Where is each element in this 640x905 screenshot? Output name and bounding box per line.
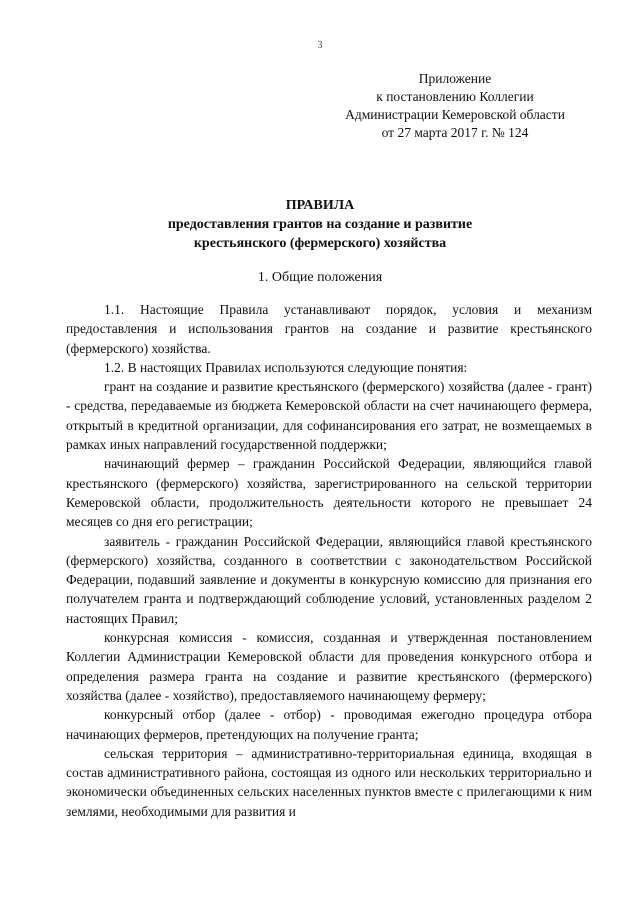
definition-rural-territory: сельская территория – административно-территориальная единица, входящая в состав административного района, состоящая из одного или нескольких территориально и экономически объединенных сельских населенных пунктов вместе с прилегающими к ним землями, необходимыми для развития и — [66, 745, 592, 819]
definition-novice-farmer: начинающий фермер – гражданин Российской Федерации, являющийся главой крестьянского (фермерского) хозяйства, зарегистрированного на сельской территории Кемеровской области, продолжительность деятельности которого не превышает 24 месяцев со дня его регистрации; — [66, 456, 592, 530]
page-number: 3 — [317, 40, 323, 51]
appendix-block — [330, 70, 580, 142]
definition-competition-commission: конкурсная комиссия - комиссия, созданная и утвержденная постановлением Коллегии Администрации Кемеровской области для проведения конкурсного отбора и определения размера гранта на создание и развитие крестьянского (фермерского) хозяйства (далее - хозяйство), предоставляемого начинающему фермеру; — [66, 630, 592, 703]
section-heading: 1. Общие положения — [257, 270, 383, 285]
appendix-line-2: к постановлению Коллегии — [376, 89, 534, 104]
definition-grant: грант на создание и развитие крестьянского (фермерского) хозяйства (далее - грант) - средства, передаваемые из бюджета Кемеровской области на счет начинающего фермера, открытый в кредитной организации, для софинансирования его затрат, не возмещаемых в рамках иных направлений государственной поддержки; — [66, 379, 592, 453]
title-main: ПРАВИЛА — [285, 198, 355, 213]
definition-applicant: заявитель - гражданин Российской Федерации, являющийся главой крестьянского (фермерского) хозяйства, созданного в соответствии с законодательством Российской Федерации, подавший заявление и документы в конкурсную комиссию для признания его получателем гранта и подтверждающий соблюдение условий, установленных разделом 2 настоящих Правил; — [66, 533, 592, 626]
appendix-line-1: Приложение — [418, 71, 492, 86]
paragraph-1-1: 1.1. Настоящие Правила устанавливают порядок, условия и механизм предоставления и использования грантов на создание и развитие крестьянского (фермерского) хозяйства. — [66, 302, 592, 356]
document-title — [0, 196, 640, 253]
title-subtitle-line-1: предоставления грантов на создание и развитие — [167, 217, 473, 232]
body-text — [66, 300, 592, 821]
paragraph-1-2: 1.2. В настоящих Правилах используются следующие понятия: — [104, 359, 468, 375]
definition-competitive-selection: конкурсный отбор (далее - отбор) - проводимая ежегодно процедура отбора начинающих фермеров, претендующих на получение гранта; — [66, 707, 592, 742]
appendix-line-3: Администрации Кемеровской области — [345, 107, 565, 122]
appendix-line-4: от 27 марта 2017 г. № 124 — [381, 125, 529, 140]
title-subtitle-line-2: крестьянского (фермерского) хозяйства — [193, 236, 447, 251]
